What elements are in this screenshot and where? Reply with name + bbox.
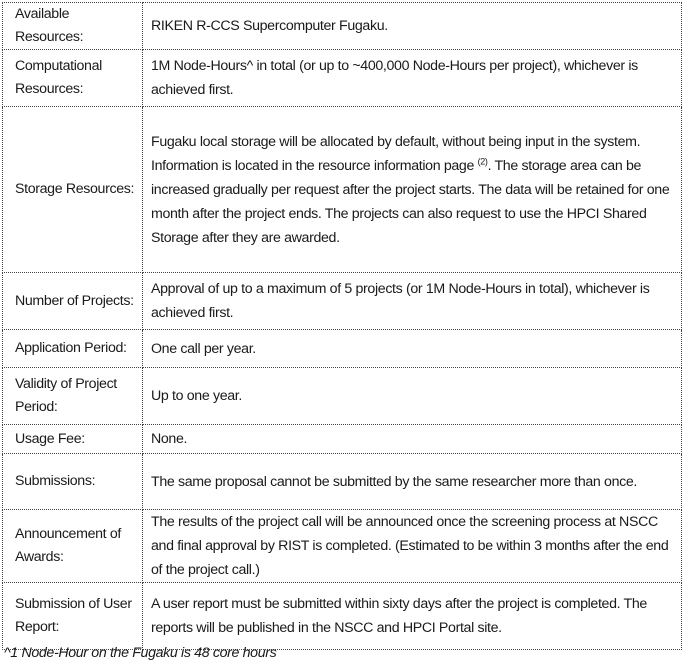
- row-available-resources: [3, 3, 682, 50]
- row-label: Submission of User Report:: [3, 583, 143, 650]
- row-validity-period: [3, 368, 682, 425]
- row-value: None.: [143, 425, 682, 454]
- row-storage-resources: [3, 107, 682, 273]
- row-submissions: [3, 454, 682, 510]
- row-number-of-projects: [3, 273, 682, 330]
- row-value: RIKEN R-CCS Supercomputer Fugaku.: [143, 3, 682, 50]
- row-value: 1M Node-Hours^ in total (or up to ~400,000 Node-Hours per project), whichever is achieved first.: [143, 50, 682, 107]
- row-value: One call per year.: [143, 330, 682, 368]
- row-user-report: [3, 583, 682, 650]
- row-announcement-of-awards: [3, 510, 682, 583]
- row-label: Validity of Project Period:: [3, 368, 143, 425]
- row-value: Approval of up to a maximum of 5 projects (or 1M Node-Hours in total), whichever is achieved first.: [143, 273, 682, 330]
- row-label: Number of Projects:: [3, 273, 143, 330]
- row-label: Submissions:: [3, 454, 143, 510]
- storage-text-pre: Fugaku local storage will be allocated by default, without being input in the system. Information is located in the resource information page: [151, 133, 641, 174]
- row-label: Storage Resources:: [3, 107, 143, 273]
- row-computational-resources: [3, 50, 682, 107]
- row-label: Application Period:: [3, 330, 143, 368]
- row-label: Usage Fee:: [3, 425, 143, 454]
- row-value: Up to one year.: [143, 368, 682, 425]
- resource-terms-table: [2, 2, 682, 650]
- storage-text-post: . The storage area can be increased gradually per request after the project starts. The data will be retained for one month after the project ends. The projects can also request to use the HPCI Shared Storage after they are awarded.: [151, 157, 670, 246]
- row-usage-fee: [3, 425, 682, 454]
- row-value: The same proposal cannot be submitted by the same researcher more than once.: [143, 454, 682, 510]
- footnote: ^1 Node-Hour on the Fugaku is 48 core hours: [4, 645, 277, 661]
- row-label: Computational Resources:: [3, 50, 143, 107]
- row-application-period: [3, 330, 682, 368]
- reference-superscript: (2): [477, 155, 488, 166]
- row-label: Announcement of Awards:: [3, 510, 143, 583]
- row-value: A user report must be submitted within sixty days after the project is completed. The reports will be published in the NSCC and HPCI Portal site.: [143, 583, 682, 650]
- row-label: Available Resources:: [3, 3, 143, 50]
- row-value: [143, 107, 682, 273]
- row-value: The results of the project call will be announced once the screening process at NSCC and final approval by RIST is completed. (Estimated to be within 3 months after the end of the project call.): [143, 510, 682, 583]
